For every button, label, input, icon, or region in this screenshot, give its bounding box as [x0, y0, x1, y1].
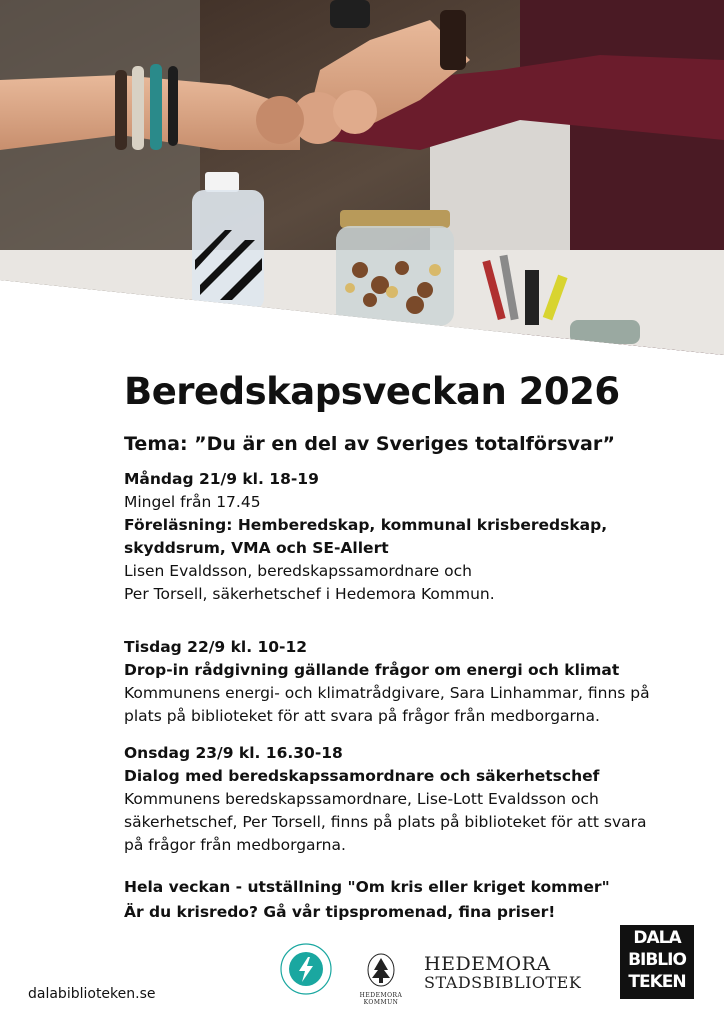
hedemora-kommun-logo	[352, 940, 410, 1006]
event-heading: skyddsrum, VMA och SE-Allert	[124, 539, 389, 557]
main-content	[124, 362, 704, 925]
website-link[interactable]: dalabiblioteken.se	[28, 986, 156, 1002]
event-text: plats på biblioteket för att svara på frågor från medborgarna.	[124, 707, 600, 725]
stadsbibliotek-line1: HEDEMORA	[424, 953, 551, 975]
dala-row: BIBLIO	[628, 950, 686, 970]
hero-photo	[0, 0, 724, 360]
event-sub: Mingel från 17.45	[124, 493, 261, 511]
hedemora-kommun-text: HEDEMORA KOMMUN	[359, 992, 403, 1006]
event-text: på frågor från medborgarna.	[124, 836, 346, 854]
event-day: Onsdag 23/9 kl. 16.30-18	[124, 744, 343, 762]
theme-line: Tema: ”Du är en del av Sveriges totalförsvar”	[124, 433, 616, 455]
event-heading: Drop-in rådgivning gällande frågor om energi och klimat	[124, 661, 620, 679]
event-text: Per Torsell, säkerhetschef i Hedemora Kommun.	[124, 585, 495, 603]
event-heading: Föreläsning: Hemberedskap, kommunal krisberedskap,	[124, 516, 608, 534]
footer-notes	[124, 875, 704, 925]
event-wednesday	[124, 742, 704, 857]
event-day: Tisdag 22/9 kl. 10-12	[124, 638, 308, 656]
event-tuesday	[124, 636, 704, 728]
dala-row: TEKEN	[628, 972, 686, 992]
dalabiblioteken-logo	[620, 925, 694, 999]
page-title: Beredskapsveckan 2026	[124, 370, 620, 413]
event-text: Kommunens beredskapssamordnare, Lise-Lott Evaldsson och	[124, 790, 599, 808]
crisis-logo	[280, 943, 332, 995]
event-text: Kommunens energi- och klimatrådgivare, Sara Linhammar, finns på	[124, 684, 650, 702]
quiz-line: Är du krisredo? Gå vår tipspromenad, fina priser!	[124, 903, 556, 921]
event-text: säkerhetschef, Per Torsell, finns på plats på biblioteket för att svara	[124, 813, 647, 831]
event-heading: Dialog med beredskapssamordnare och säkerhetschef	[124, 767, 600, 785]
event-day: Måndag 21/9 kl. 18-19	[124, 470, 319, 488]
stadsbibliotek-line2: STADSBIBLIOTEK	[424, 973, 582, 992]
dala-row: DALA	[633, 928, 681, 948]
event-monday	[124, 468, 704, 606]
stadsbibliotek-logo	[424, 954, 604, 992]
exhibition-line: Hela veckan - utställning "Om kris eller kriget kommer"	[124, 878, 610, 896]
event-text: Lisen Evaldsson, beredskapssamordnare och	[124, 562, 472, 580]
